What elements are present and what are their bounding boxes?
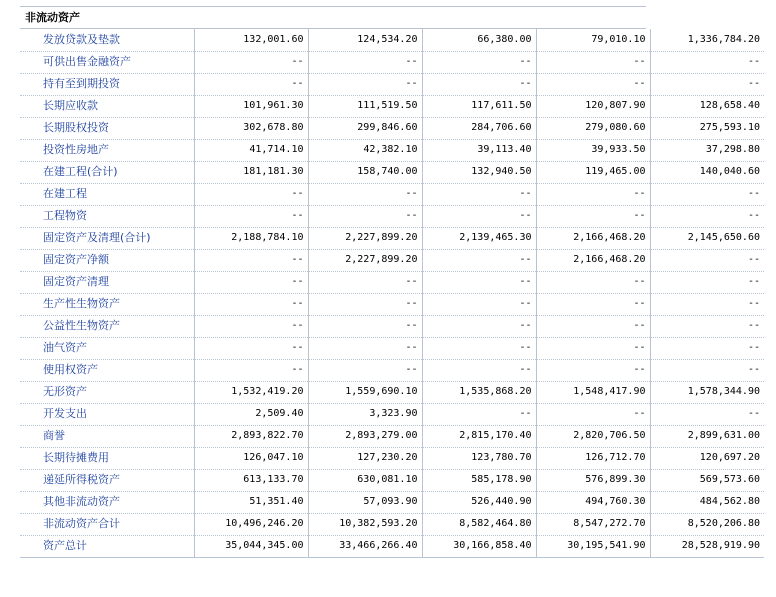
value-cell: 613,133.70 — [194, 469, 308, 491]
row-label[interactable]: 长期待摊费用 — [20, 447, 194, 469]
row-label[interactable]: 油气资产 — [20, 337, 194, 359]
value-cell: 181,181.30 — [194, 161, 308, 183]
value-cell: -- — [308, 183, 422, 205]
value-cell: -- — [194, 337, 308, 359]
value-cell: 120,697.20 — [650, 447, 764, 469]
row-label[interactable]: 长期应收款 — [20, 95, 194, 117]
value-cell: 494,760.30 — [536, 491, 650, 513]
value-cell: 57,093.90 — [308, 491, 422, 513]
value-cell: 124,534.20 — [308, 29, 422, 51]
table-row — [20, 381, 764, 403]
value-cell: 2,893,822.70 — [194, 425, 308, 447]
table-row — [20, 271, 764, 293]
value-cell: 1,548,417.90 — [536, 381, 650, 403]
value-cell: 576,899.30 — [536, 469, 650, 491]
value-cell: 2,893,279.00 — [308, 425, 422, 447]
value-cell: -- — [194, 183, 308, 205]
value-cell: 158,740.00 — [308, 161, 422, 183]
value-cell: -- — [422, 337, 536, 359]
value-cell: 42,382.10 — [308, 139, 422, 161]
value-cell: 2,166,468.20 — [536, 227, 650, 249]
value-cell: 526,440.90 — [422, 491, 536, 513]
value-cell: 2,166,468.20 — [536, 249, 650, 271]
value-cell: 33,466,266.40 — [308, 535, 422, 557]
value-cell: 8,582,464.80 — [422, 513, 536, 535]
table-row — [20, 535, 764, 557]
row-label[interactable]: 递延所得税资产 — [20, 469, 194, 491]
value-cell: 37,298.80 — [650, 139, 764, 161]
section-header — [20, 6, 646, 29]
row-label[interactable]: 工程物资 — [20, 205, 194, 227]
table-row — [20, 513, 764, 535]
value-cell: 585,178.90 — [422, 469, 536, 491]
value-cell: -- — [308, 51, 422, 73]
value-cell: 119,465.00 — [536, 161, 650, 183]
value-cell: -- — [308, 359, 422, 381]
non-current-assets-table — [20, 29, 764, 558]
value-cell: -- — [194, 315, 308, 337]
value-cell: -- — [422, 403, 536, 425]
value-cell: 299,846.60 — [308, 117, 422, 139]
value-cell: 132,940.50 — [422, 161, 536, 183]
section-title: 非流动资产 — [25, 11, 80, 24]
value-cell: 132,001.60 — [194, 29, 308, 51]
value-cell: 484,562.80 — [650, 491, 764, 513]
value-cell: -- — [650, 359, 764, 381]
table-row — [20, 337, 764, 359]
value-cell: 140,040.60 — [650, 161, 764, 183]
table-row — [20, 183, 764, 205]
value-cell: -- — [536, 403, 650, 425]
value-cell: -- — [536, 183, 650, 205]
value-cell: -- — [536, 205, 650, 227]
value-cell: -- — [422, 359, 536, 381]
value-cell: 8,520,206.80 — [650, 513, 764, 535]
value-cell: -- — [536, 359, 650, 381]
value-cell: 8,547,272.70 — [536, 513, 650, 535]
value-cell: 51,351.40 — [194, 491, 308, 513]
value-cell: 284,706.60 — [422, 117, 536, 139]
value-cell: 30,195,541.90 — [536, 535, 650, 557]
row-label[interactable]: 长期股权投资 — [20, 117, 194, 139]
value-cell: 127,230.20 — [308, 447, 422, 469]
row-label[interactable]: 开发支出 — [20, 403, 194, 425]
table-row — [20, 469, 764, 491]
value-cell: -- — [422, 205, 536, 227]
value-cell: 2,509.40 — [194, 403, 308, 425]
value-cell: 117,611.50 — [422, 95, 536, 117]
value-cell: -- — [308, 205, 422, 227]
value-cell: -- — [536, 271, 650, 293]
value-cell: 302,678.80 — [194, 117, 308, 139]
value-cell: -- — [194, 205, 308, 227]
table-row — [20, 403, 764, 425]
value-cell: -- — [194, 293, 308, 315]
row-label[interactable]: 固定资产净额 — [20, 249, 194, 271]
row-label[interactable]: 无形资产 — [20, 381, 194, 403]
table-row — [20, 51, 764, 73]
value-cell: 630,081.10 — [308, 469, 422, 491]
row-label[interactable]: 在建工程(合计) — [20, 161, 194, 183]
row-label[interactable]: 在建工程 — [20, 183, 194, 205]
value-cell: 279,080.60 — [536, 117, 650, 139]
table-row — [20, 205, 764, 227]
value-cell: 66,380.00 — [422, 29, 536, 51]
value-cell: 39,113.40 — [422, 139, 536, 161]
value-cell: 126,712.70 — [536, 447, 650, 469]
value-cell: -- — [650, 205, 764, 227]
value-cell: 28,528,919.90 — [650, 535, 764, 557]
value-cell: -- — [308, 315, 422, 337]
value-cell: 1,336,784.20 — [650, 29, 764, 51]
row-label[interactable]: 固定资产及清理(合计) — [20, 227, 194, 249]
row-label[interactable]: 固定资产清理 — [20, 271, 194, 293]
value-cell: -- — [650, 293, 764, 315]
value-cell: -- — [536, 51, 650, 73]
value-cell: 275,593.10 — [650, 117, 764, 139]
value-cell: -- — [422, 271, 536, 293]
table-row — [20, 359, 764, 381]
row-label[interactable]: 发放贷款及垫款 — [20, 29, 194, 51]
table-row — [20, 447, 764, 469]
value-cell: 2,188,784.10 — [194, 227, 308, 249]
value-cell: 39,933.50 — [536, 139, 650, 161]
value-cell: 1,578,344.90 — [650, 381, 764, 403]
value-cell: 2,815,170.40 — [422, 425, 536, 447]
value-cell: 30,166,858.40 — [422, 535, 536, 557]
value-cell: -- — [194, 271, 308, 293]
value-cell: -- — [308, 337, 422, 359]
table-row — [20, 29, 764, 51]
value-cell: -- — [650, 183, 764, 205]
value-cell: -- — [650, 337, 764, 359]
value-cell: 3,323.90 — [308, 403, 422, 425]
value-cell: -- — [422, 293, 536, 315]
value-cell: -- — [422, 183, 536, 205]
table-row — [20, 315, 764, 337]
table-row — [20, 227, 764, 249]
value-cell: -- — [650, 315, 764, 337]
row-label[interactable]: 资产总计 — [20, 535, 194, 557]
row-label[interactable]: 使用权资产 — [20, 359, 194, 381]
value-cell: 1,535,868.20 — [422, 381, 536, 403]
value-cell: 2,227,899.20 — [308, 227, 422, 249]
value-cell: -- — [536, 315, 650, 337]
value-cell: 569,573.60 — [650, 469, 764, 491]
value-cell: -- — [536, 337, 650, 359]
value-cell: 2,145,650.60 — [650, 227, 764, 249]
value-cell: 10,382,593.20 — [308, 513, 422, 535]
value-cell: 126,047.10 — [194, 447, 308, 469]
row-label[interactable]: 公益性生物资产 — [20, 315, 194, 337]
value-cell: -- — [194, 73, 308, 95]
value-cell: -- — [308, 293, 422, 315]
value-cell: 10,496,246.20 — [194, 513, 308, 535]
value-cell: -- — [650, 51, 764, 73]
row-label[interactable]: 生产性生物资产 — [20, 293, 194, 315]
value-cell: -- — [536, 293, 650, 315]
value-cell: 79,010.10 — [536, 29, 650, 51]
value-cell: 2,139,465.30 — [422, 227, 536, 249]
table-row — [20, 425, 764, 447]
row-label[interactable]: 其他非流动资产 — [20, 491, 194, 513]
table-row — [20, 161, 764, 183]
value-cell: -- — [650, 249, 764, 271]
value-cell: 1,532,419.20 — [194, 381, 308, 403]
row-label[interactable]: 商誉 — [20, 425, 194, 447]
value-cell: -- — [422, 315, 536, 337]
table-row — [20, 117, 764, 139]
row-label[interactable]: 非流动资产合计 — [20, 513, 194, 535]
value-cell: 2,227,899.20 — [308, 249, 422, 271]
value-cell: 2,899,631.00 — [650, 425, 764, 447]
value-cell: 2,820,706.50 — [536, 425, 650, 447]
row-label[interactable]: 持有至到期投资 — [20, 73, 194, 95]
value-cell: 41,714.10 — [194, 139, 308, 161]
row-label[interactable]: 可供出售金融资产 — [20, 51, 194, 73]
row-label[interactable]: 投资性房地产 — [20, 139, 194, 161]
table-row — [20, 139, 764, 161]
table-body — [20, 29, 764, 557]
value-cell: 101,961.30 — [194, 95, 308, 117]
value-cell: -- — [536, 73, 650, 95]
value-cell: 1,559,690.10 — [308, 381, 422, 403]
table-row — [20, 293, 764, 315]
value-cell: -- — [308, 73, 422, 95]
table-row — [20, 95, 764, 117]
value-cell: -- — [194, 359, 308, 381]
table-row — [20, 249, 764, 271]
value-cell: -- — [194, 249, 308, 271]
value-cell: -- — [422, 249, 536, 271]
value-cell: 35,044,345.00 — [194, 535, 308, 557]
value-cell: -- — [650, 403, 764, 425]
table-row — [20, 73, 764, 95]
value-cell: 111,519.50 — [308, 95, 422, 117]
value-cell: 128,658.40 — [650, 95, 764, 117]
value-cell: -- — [650, 271, 764, 293]
value-cell: -- — [422, 51, 536, 73]
value-cell: -- — [194, 51, 308, 73]
value-cell: 123,780.70 — [422, 447, 536, 469]
value-cell: -- — [422, 73, 536, 95]
table-row — [20, 491, 764, 513]
value-cell: 120,807.90 — [536, 95, 650, 117]
value-cell: -- — [650, 73, 764, 95]
value-cell: -- — [308, 271, 422, 293]
